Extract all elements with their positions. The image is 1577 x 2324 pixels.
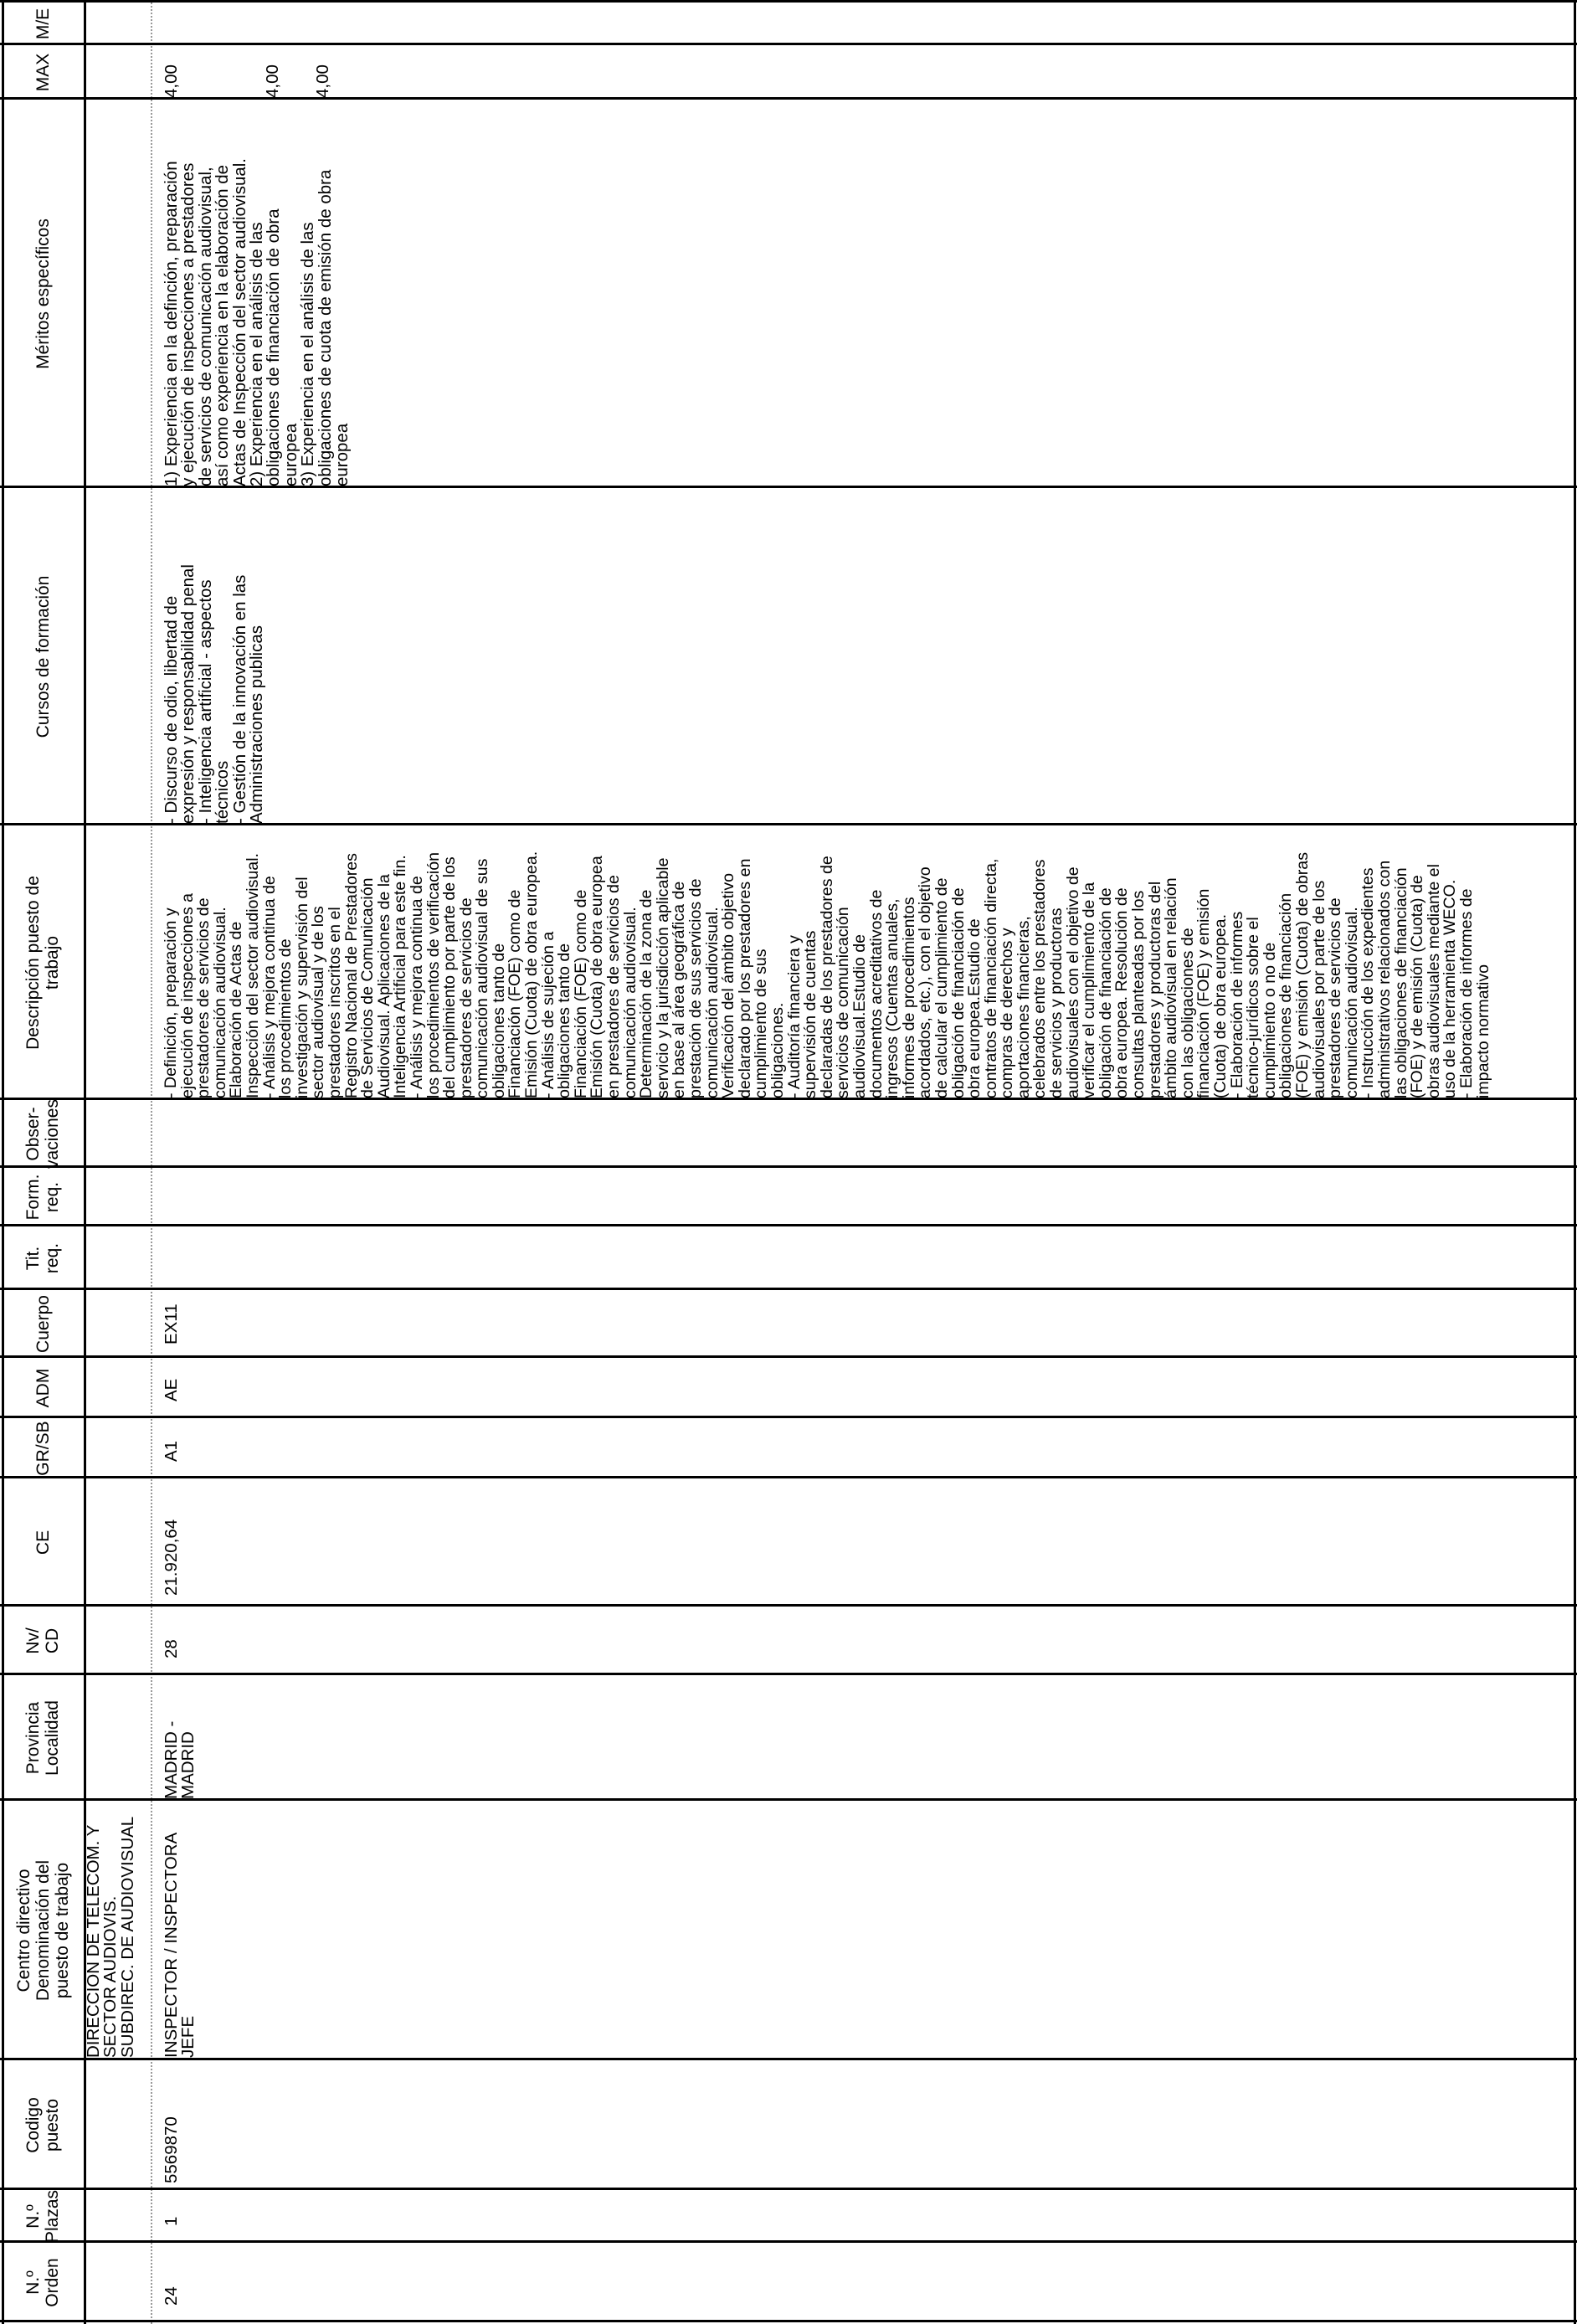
cell-max-2: 4,00 — [263, 64, 282, 98]
col-border — [0, 43, 1577, 45]
col-border — [0, 1798, 1577, 1801]
header-max: MAX — [33, 53, 53, 92]
group-separator — [151, 0, 152, 2324]
col-border — [0, 1416, 1577, 1418]
col-border — [0, 0, 1577, 3]
header-cuerpo: Cuerpo — [33, 1295, 53, 1353]
col-border — [0, 1604, 1577, 1607]
col-border — [0, 1288, 1577, 1290]
header-grupo: GR/SB — [33, 1421, 53, 1476]
header-me: M/E — [33, 8, 53, 40]
col-border — [0, 2240, 1577, 2243]
cell-grupo: A1 — [162, 1440, 181, 1462]
col-border — [0, 1355, 1577, 1358]
header-adm: ADM — [33, 1368, 53, 1408]
col-border — [0, 1224, 1577, 1226]
header-nivel: Nv/ CD — [23, 1627, 62, 1654]
cell-provincia: MADRID - MADRID — [162, 1720, 198, 1799]
col-border — [0, 1673, 1577, 1675]
cell-nivel: 28 — [162, 1639, 181, 1658]
cell-adm: AE — [162, 1378, 181, 1401]
col-border — [0, 1165, 1577, 1168]
col-border — [0, 2188, 1577, 2190]
col-border — [0, 97, 1577, 100]
header-meritos: Méritos específicos — [33, 219, 53, 369]
cell-max-3: 4,00 — [313, 64, 332, 98]
header-titulacion: Tit. req. — [23, 1242, 62, 1274]
header-provincia: Provincia Localidad — [23, 1700, 62, 1776]
header-plazas: N.º Plazas — [23, 2189, 62, 2244]
cell-denominacion: INSPECTOR / INSPECTORA JEFE — [162, 1832, 198, 2058]
centro-directivo: DIRECCION DE TELECOM. Y SECTOR AUDIOVIS. SUBDIREC. DE AUDIOVISUAL — [84, 1816, 137, 2058]
cell-codigo: 5569870 — [162, 2116, 181, 2183]
header-observaciones: Obser- vaciones — [23, 1099, 62, 1169]
cell-descripcion: - Definición, preparación y ejecución de inspecciones a prestadores de servicios de comunicación audiovisual. Elaboración de Actas de Inspección del sector audiovisual. - Análisis y mejora continua de los procedimientos de investigación y supervisión del sector audiovisual y de los prestadores inscritos en el Registro Nacional de Prestadores de Servicios de Comunicación Audiovisual. Aplicaciones de la Inteligencia Artificial para este fin. - Análisis y mejora continua de los procedimientos de verificación del cumplimiento por parte de los prestadores de servicios de comunicación audiovisual de sus obligaciones tanto de Financiación (FOE) como de Emisión (Cuota) de obra europea. - Análisis de sujeción a obligaciones tanto de Financiación (FOE) como de Emisión (Cuota) de obra europea en prestadores de servicios de comunicación audiovisual. Determinación de la zona de servicio y la jurisdicción aplicable en base al área geográfica de prestación de sus servicios de comunicación audiovisual. Verificación del ámbito objetivo declarado por los prestadores en cumplimiento de sus obligaciones. - Auditoría financiera y supervisión de cuentas declaradas de los prestadores de servicios de comunicación audiovisual.Estudio de documentos acreditativos de ingresos (Cuentas anuales, informes de procedimientos acordados, etc.), con el objetivo de calcular el cumplimiento de obligación de financiación de obra europea.Estudio de contratos de financiación directa, compras de derechos y aportaciones financieras, celebrados entre los prestadores de servicios y productoras audiovisuales con el objetivo de verificar el cumplimiento de la obligación de financiación de obra europea. Resolución de consultas planteadas por los prestadores y productoras del ámbito audiovisual en relación con las obligaciones de financiación (FOE) y emisión (Cuota) de obra europea. - Elaboración de informes técnico-jurídicos sobre el cumplimiento o no de obligaciones de financiación (FOE) y emisión (Cuota) de obras audiovisuales por parte de los prestadores de servicios de comunicación audiovisual. - Instrucción de los expedientes administrativos relacionados con las obligaciones de financiación (FOE) y de emisión (Cuota) de obras audiovisuales mediante el uso de la herramienta WECO. - Elaboración de informes de impacto normativo — [162, 851, 1492, 1098]
table-bottom-border — [1574, 0, 1576, 2324]
header-centro: Centro directivo Denominación del puesto de trabajo — [13, 1859, 72, 2002]
header-ce: CE — [33, 1530, 53, 1555]
cell-orden: 24 — [162, 2286, 181, 2306]
header-codigo: Codigo puesto — [23, 2097, 62, 2153]
cell-plazas: 1 — [162, 2216, 181, 2226]
col-border — [0, 2058, 1577, 2060]
col-border — [0, 2320, 1577, 2322]
header-cursos: Cursos de formación — [33, 575, 53, 738]
header-orden: N.º Orden — [23, 2258, 62, 2307]
col-border — [0, 1476, 1577, 1478]
cell-cuerpo: EX11 — [162, 1303, 181, 1345]
cell-cursos: - Discurso de odio, libertad de expresión y responsabilidad penal - Inteligencia artificial - aspectos técnicos - Gestión de la innovación en las Administraciones publicas — [162, 564, 267, 824]
cell-max-1: 4,00 — [162, 64, 181, 98]
header-formacion: Form. req. — [23, 1174, 62, 1221]
header-descripcion: Descripción puesto de trabajo — [23, 876, 62, 1050]
cell-meritos: 1) Experiencia en la definción, preparación y ejecución de inspecciones a prestadores de servicios de comunicación audiovisual, así como experiencia en la elaboración de Actas de Inspección del sector audiovisual. 2) Experiencia en el análisis de las obligaciones de financiación de obra europea 3) Experiencia en el análisis de las obligaciones de cuota de emisión de obra europea — [162, 157, 352, 486]
cell-ce: 21.920,64 — [162, 1519, 181, 1596]
